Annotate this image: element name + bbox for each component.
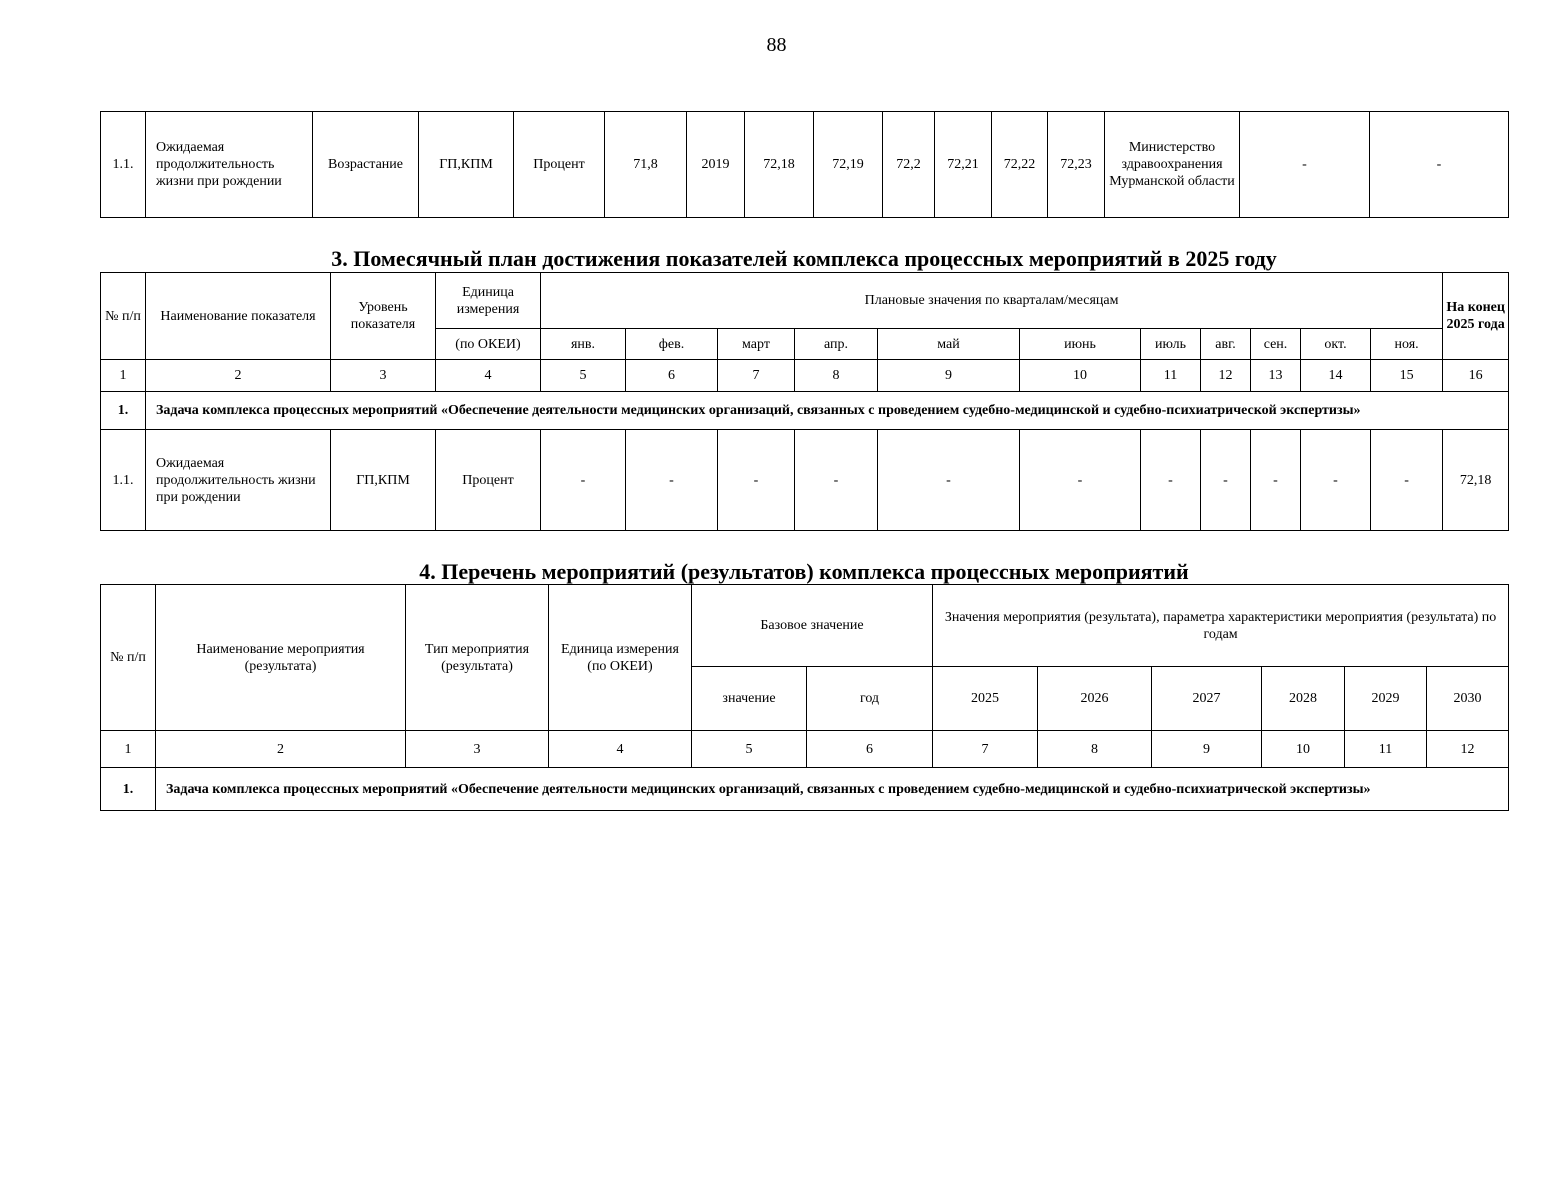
column-number: 3 — [406, 731, 549, 768]
row-number: 1.1. — [101, 430, 146, 531]
task-text: Задача комплекса процессных мероприятий «Обеспечение деятельности медицинских организаций, связанных с проведением судебно-медицинской и судебно-психиатрической экспертизы» — [146, 392, 1509, 430]
header-name: Наименование показателя — [146, 273, 331, 360]
header-plan: Плановые значения по кварталам/месяцам — [541, 273, 1443, 329]
task-number: 1. — [101, 392, 146, 430]
column-number: 6 — [807, 731, 933, 768]
column-number: 4 — [549, 731, 692, 768]
column-number: 15 — [1371, 360, 1443, 392]
extra-cell-2: - — [1370, 112, 1509, 218]
end-year-value: 72,18 — [1443, 430, 1509, 531]
column-number: 10 — [1020, 360, 1141, 392]
header-end-year: На конец 2025 года — [1443, 273, 1509, 360]
monthly-plan-table — [100, 272, 1509, 531]
column-number: 8 — [1038, 731, 1152, 768]
value-2025: 72,18 — [745, 112, 814, 218]
month-value: - — [1141, 430, 1201, 531]
column-number: 5 — [541, 360, 626, 392]
month-header: сен. — [1251, 329, 1301, 360]
month-header: фев. — [626, 329, 718, 360]
column-number: 12 — [1201, 360, 1251, 392]
month-value: - — [878, 430, 1020, 531]
task-text: Задача комплекса процессных мероприятий «Обеспечение деятельности медицинских организаций, связанных с проведением судебно-медицинской и судебно-психиатрической экспертизы» — [156, 768, 1509, 811]
month-value: - — [1301, 430, 1371, 531]
year-header: 2027 — [1152, 667, 1262, 731]
header-name: Наименование мероприятия (результата) — [156, 585, 406, 731]
header-unit: Единица измерения (по ОКЕИ) — [549, 585, 692, 731]
indicator-level: ГП,КПМ — [331, 430, 436, 531]
row-number: 1.1. — [101, 112, 146, 218]
value-2028: 72,21 — [935, 112, 992, 218]
indicator-name: Ожидаемая продолжительность жизни при рождении — [146, 112, 313, 218]
year-header: 2029 — [1345, 667, 1427, 731]
trend: Возрастание — [313, 112, 419, 218]
month-value: - — [1251, 430, 1301, 531]
month-header: окт. — [1301, 329, 1371, 360]
column-number: 14 — [1301, 360, 1371, 392]
header-num: № п/п — [101, 585, 156, 731]
value-2026: 72,19 — [814, 112, 883, 218]
month-value: - — [626, 430, 718, 531]
header-unit-sub: (по ОКЕИ) — [436, 329, 541, 360]
activities-table — [100, 584, 1509, 811]
month-value: - — [718, 430, 795, 531]
month-value: - — [795, 430, 878, 531]
page-number: 88 — [766, 34, 787, 56]
month-value: - — [1201, 430, 1251, 531]
indicators-continuation-table — [100, 111, 1509, 218]
column-number: 10 — [1262, 731, 1345, 768]
indicator-name: Ожидаемая продолжительность жизни при рождении — [146, 430, 331, 531]
header-base-year: год — [807, 667, 933, 731]
responsible: Министерство здравоохранения Мурманской области — [1105, 112, 1240, 218]
indicator-level: ГП,КПМ — [419, 112, 514, 218]
task-number: 1. — [101, 768, 156, 811]
column-number: 7 — [933, 731, 1038, 768]
column-number: 5 — [692, 731, 807, 768]
year-header: 2026 — [1038, 667, 1152, 731]
column-number: 6 — [626, 360, 718, 392]
month-header: апр. — [795, 329, 878, 360]
column-number: 1 — [101, 731, 156, 768]
unit: Процент — [436, 430, 541, 531]
header-base-value: значение — [692, 667, 807, 731]
month-header: июль — [1141, 329, 1201, 360]
base-value: 71,8 — [605, 112, 687, 218]
column-number: 12 — [1427, 731, 1509, 768]
month-header: янв. — [541, 329, 626, 360]
column-number: 11 — [1141, 360, 1201, 392]
month-header: ноя. — [1371, 329, 1443, 360]
header-base: Базовое значение — [692, 585, 933, 667]
header-level: Уровень показателя — [331, 273, 436, 360]
month-header: июнь — [1020, 329, 1141, 360]
column-number: 11 — [1345, 731, 1427, 768]
month-value: - — [1371, 430, 1443, 531]
month-value: - — [1020, 430, 1141, 531]
header-num: № п/п — [101, 273, 146, 360]
header-type: Тип мероприятия (результата) — [406, 585, 549, 731]
header-values: Значения мероприятия (результата), параметра характеристики мероприятия (результата) по годам — [933, 585, 1509, 667]
section-4-title: 4. Перечень мероприятий (результатов) комплекса процессных мероприятий — [419, 559, 1189, 584]
column-number: 3 — [331, 360, 436, 392]
column-number: 16 — [1443, 360, 1509, 392]
column-number: 7 — [718, 360, 795, 392]
month-header: май — [878, 329, 1020, 360]
column-number: 9 — [878, 360, 1020, 392]
month-header: март — [718, 329, 795, 360]
value-2030: 72,23 — [1048, 112, 1105, 218]
base-year: 2019 — [687, 112, 745, 218]
year-header: 2030 — [1427, 667, 1509, 731]
value-2029: 72,22 — [992, 112, 1048, 218]
month-value: - — [541, 430, 626, 531]
year-header: 2028 — [1262, 667, 1345, 731]
column-number: 9 — [1152, 731, 1262, 768]
unit: Процент — [514, 112, 605, 218]
year-header: 2025 — [933, 667, 1038, 731]
column-number: 8 — [795, 360, 878, 392]
value-2027: 72,2 — [883, 112, 935, 218]
column-number: 1 — [101, 360, 146, 392]
column-number: 2 — [156, 731, 406, 768]
extra-cell-1: - — [1240, 112, 1370, 218]
month-header: авг. — [1201, 329, 1251, 360]
column-number: 4 — [436, 360, 541, 392]
section-3-title: 3. Помесячный план достижения показателей комплекса процессных мероприятий в 2025 году — [331, 246, 1277, 271]
header-unit: Единица измерения — [436, 273, 541, 329]
column-number: 2 — [146, 360, 331, 392]
column-number: 13 — [1251, 360, 1301, 392]
